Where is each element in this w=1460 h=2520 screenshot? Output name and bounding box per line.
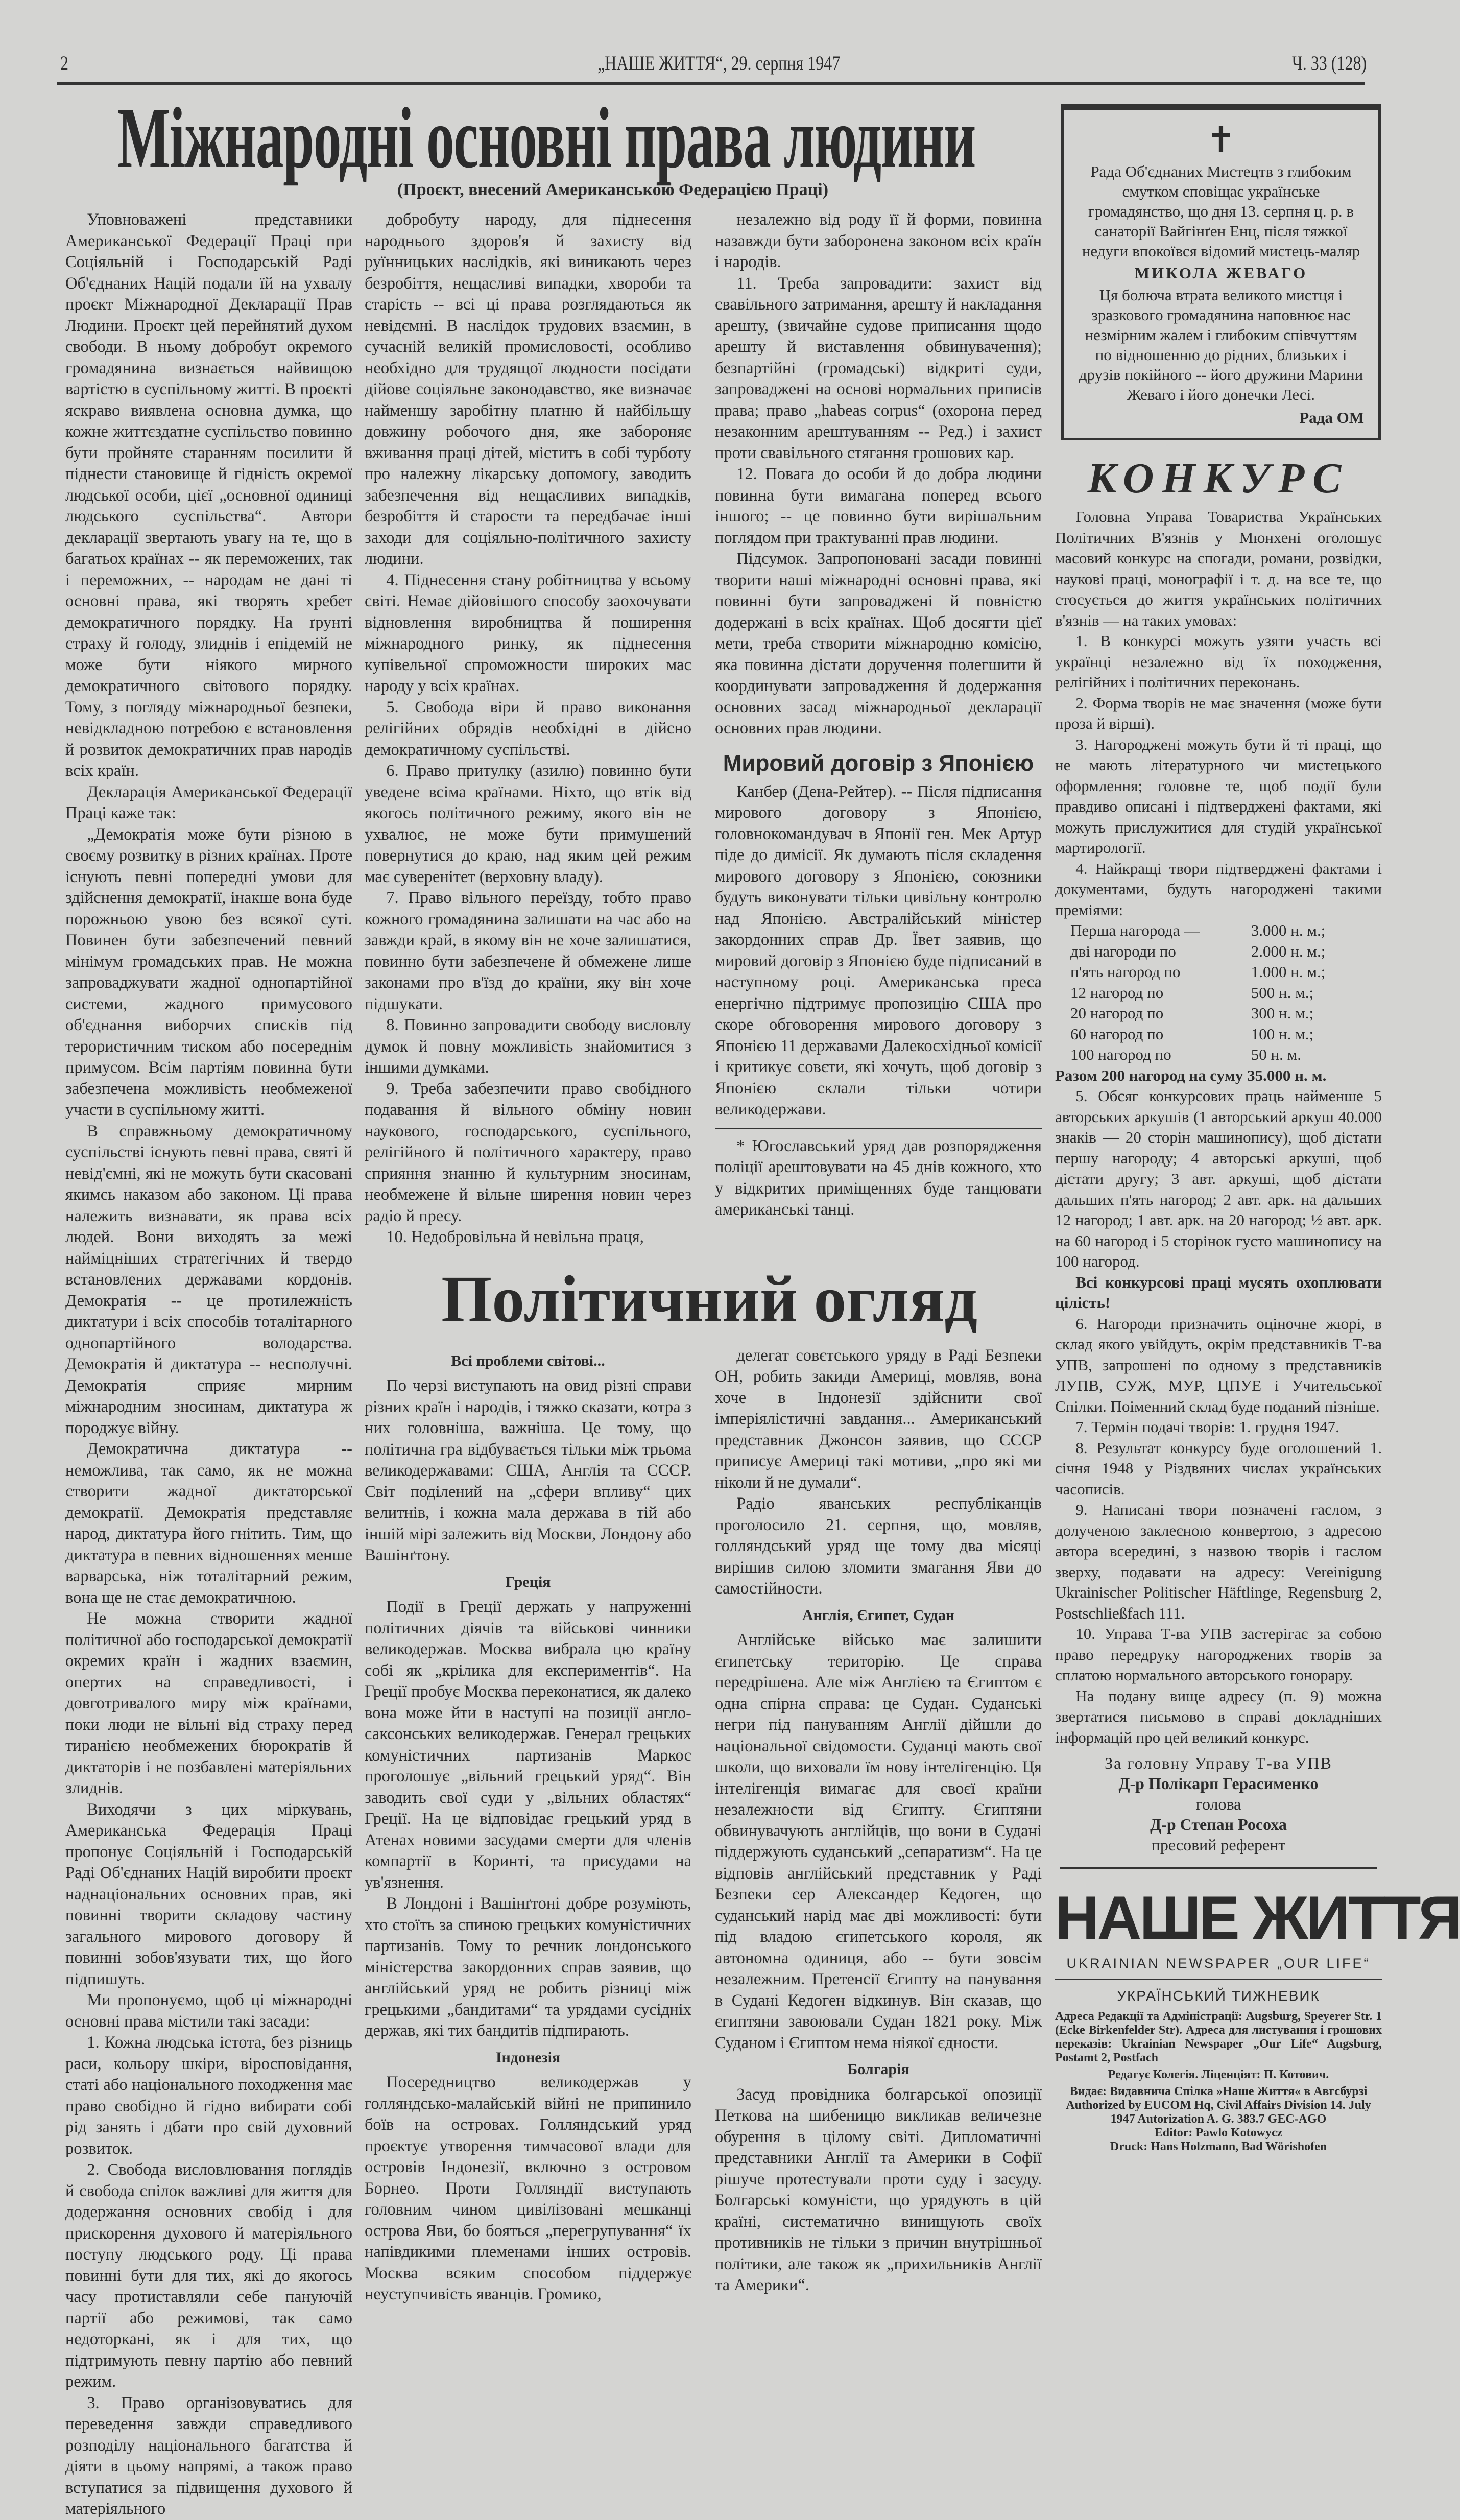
paragraph: 9. Написані твори позначені гаслом, з долученою заклеєною конвертою, з адресою автора всередині, з назвою творів і гаслом зверху, подавати на адресу: Vereinigung Ukrainischer Politischer Häftlinge, Regensburg 2, Postschließfach 111. (1055, 1501, 1382, 1622)
contest-column (1055, 507, 1382, 1855)
article-subtitle: (Проєкт, внесений Американською Федерацією Праці) (397, 180, 829, 199)
contest-item-5: 5. Обсяг конкурсових праць найменше 5 авторських аркушів (1 авторський аркуш 40.000 знаків — 20 сторін машинопису), щоб дістати першу нагороду; 4 авторські аркуші, щоб дістати другу; 3 авт. аркуші, щоб дістати дальших п'ять нагород; 2 авт. арк. на дальших 12 нагород; 1 авт. арк. на 20 нагород; ½ авт. арк. на 60 нагород і 5 сторінок густо машинопису на 100 нагород. (1055, 1087, 1382, 1270)
paragraph: 2. Форма творів не має значення (може бути проза й вірші). (1055, 694, 1382, 732)
prize-row (1070, 1024, 1382, 1045)
middle-area (365, 209, 1042, 2305)
paragraph: 12. Повага до особи й до добра людини повинна бути вимагана поперед всього іншого; -- це повинно бути вирішальним поглядом при трактуванні прав людини. (715, 465, 1042, 547)
paragraph: делегат совєтського уряду в Раді Безпеки ОН, робить закиди Америці, мовляв, вона хоче в Індонезії здійснити свої імперіялістичні завдання... Американський представник Джонсон заявив, що СССР приписує Америці такі мотиви, „про які ми ніколи й не думали“. (715, 1346, 1042, 1492)
sign-for: За головну Управу Т-ва УПВ (1105, 1754, 1332, 1772)
paragraph: 4. Піднесення стану робітництва у всьому світі. Немає дійовішого способу заохочувати відновлення виробництва й поширення міжнародного ринку, як піднесення купівельної спроможности широких мас народу у всіх країнах. (365, 570, 691, 695)
divider (1060, 1867, 1377, 1869)
divider (1055, 1979, 1382, 1980)
paragraph: Демократична диктатура -- неможлива, так само, як не можна створити жадної диктаторської демократії. Демократія представляє народ, диктатура його гнітить. Тим, що диктатура в певних відношеннях менше варварська, ніж тоталітарний режим, вона ще не стає демократичною. (65, 1440, 352, 1607)
paragraph: 3. Нагороджені можуть бути й ті праці, що не мають літературного чи мистецького оформлення; головне те, щоб події були правдиво описані і підтверджені фактами, які можуть прислужитися для студій української мартирології. (1055, 735, 1382, 857)
paragraph: 1. Кожна людська істота, без різниць раси, кольору шкіри, віросповідання, статі або національного походження має право свобідно й гідно вибирати собі рід занять і дбати про свій духовний розвиток. (65, 2033, 352, 2158)
paragraph: 6. Право притулку (азилю) повинно бути уведене всіма країнами. Ніхто, що втік від якогось політичного режиму, якого він не ухвалює, не може бути примушений повернутися до краю, над яким цей режим має суверенітет (верховну владу). (365, 762, 691, 886)
review-column-right (715, 1345, 1042, 2296)
paragraph: 8. Результат конкурсу буде оголошений 1. січня 1948 у Різдвяних числах українських часописів. (1055, 1438, 1382, 1498)
prize-row (1070, 962, 1382, 983)
contest-title: КОНКУРС (1087, 455, 1350, 502)
contest-items-2 (1055, 1314, 1382, 1748)
paragraph: 8. Повинно запровадити свободу висловлу думок й повну можливість знайомитися з іншими думками. (365, 1016, 691, 1077)
paragraph: Підсумок. Запропоновані засади повинні творити наші міжнародні основні права, які повинні бути запроваджені й повністю додержані в всіх країнах. Щоб досягти цієї мети, треба створити міжнародню комісію, яка повинна дістати доручення полегшити й координувати запровадження й додержання основних засад міжнародньої декларації основних прав людини. (715, 550, 1042, 738)
contest-intro: Головна Управа Товариства Українських Політичних В'язнів у Мюнхені оголошує масовий конкурс на спогади, романи, розвідки, наукові праці, монографії і т. д. на все те, що стосується до життя українських політичних в'язнів — на таких умовах: (1055, 508, 1382, 629)
printer: Druck: Hans Holzmann, Bad Wörishofen (1110, 2140, 1327, 2153)
sign-role-1: голова (1195, 1795, 1241, 1813)
paragraph: Виходячи з цих міркувань, Американська Федерація Праці пропонує Соціяльній і Господарській Раді Об'єднаних Націй виробити проєкт наднаціональних основних прав, які повинні творити складову частину загального мирового договору й повинні зобов'язувати тих, що його підпишуть. (65, 1800, 352, 1988)
paragraph: „Демократія може бути різною в своєму розвитку в різних країнах. Проте існують певні попередні умови для здійснення демократії, інакше вона буде порожньою увою без всякої суті. Повинен бути забезпечений певний мінімум громадських прав. Не можна запроваджувати жадної однопартійної системи, жадного примусового об'єднання виборчих списків під терористичним тиском або посереднім примусом. Всім партіям повинна бути забезпечена можливість необмеженої участи в суспільному житті. (65, 825, 352, 1119)
paragraph: незалежно від роду її й форми, повинна назавжди бути заборонена законом всіх країн і народів. (715, 210, 1042, 271)
divider (715, 1128, 1042, 1129)
article-column-3-text (715, 209, 1042, 740)
prize-total: Разом 200 нагород на суму 35.000 н. м. (1055, 1066, 1327, 1084)
article-column-2 (365, 209, 691, 1248)
obituary-signature: Рада ОМ (1299, 409, 1364, 426)
weekly-label: УКРАЇНСЬКИЙ ТИЖНЕВИК (1117, 1988, 1320, 2004)
editor: Editor: Pawlo Kotowycz (1154, 2126, 1283, 2139)
obituary-box (1061, 104, 1381, 440)
paragraph: 1. В конкурсі можуть узяти участь всі українці незалежно від їх походження, релігійних і політичних переконань. (1055, 632, 1382, 691)
paragraph: 10. Недобровільна й невільна праця, (386, 1228, 644, 1246)
obituary-name: МИКОЛА ЖЕВАГО (1134, 264, 1308, 282)
prize-label: 100 нагород по (1070, 1045, 1171, 1063)
publisher: Видає: Видавнича Спілка »Наше Життя« в Авгсбурзі (1069, 2085, 1368, 2098)
paragraph: 3. Право організовуватись для переведення завжди справедливого розподілу національного багатства й діяти в цьому напрямі, а також право вступатися за підвищення духового й матеріяльного (65, 2393, 352, 2518)
prize-label: 20 нагород по (1070, 1004, 1164, 1022)
paragraph: Посередництво великодержав у голляндсько-малайській війні не припинило боїв на островах. Голляндський уряд проєктує утворення тимчасової влади для островів Індонезії, включно з островом Борнео. Проти Голляндії виступають головним чином цивілізовані мешканці острова Яви, бо бояться „перегрупування“ їх напівдикими племенами інших островів. Москва всяким способом піддержує неуступчивість яванців. Громико, (365, 2073, 691, 2303)
masthead-logo: НАШЕ ЖИТТЯ (1055, 1884, 1460, 1952)
paragraph: Декларація Американської Федерації Праці каже так: (65, 782, 352, 822)
paragraph: Не можна створити жадної політичної або господарської демократії окремих країн і жадних взаємин, опертих на справедливості, і довготривалого миру між країнами, поки люди не вільні від страху перед тиранією необмежених бюрократів й диктаторів і не позбавлені матеріяльних злиднів. (65, 1609, 352, 1797)
sign-name-1: Д-р Полікарп Герасименко (1118, 1774, 1319, 1793)
prize-amount: 300 н. м.; (1251, 1004, 1314, 1022)
issue-number: Ч. 33 (128) (1292, 52, 1367, 75)
prize-label: п'ять нагород по (1070, 963, 1181, 981)
cross-icon: ✝ (1206, 121, 1236, 160)
article-continuation (365, 209, 1042, 1248)
paragraph: 11. Треба запровадити: захист від свавільного затримання, арешту й накладання арешту, (звичайне судове приписання щодо арешту й виставлення обвинувачення); безпартійні (громадські) відкриті суди, запроваджені на основі нормальних приписів права; право „habeas corpus“ (охорона перед незаконним арештуванням -- Ред.) і захист проти свавільного стягання грошових кар. (715, 274, 1042, 462)
prize-row (1070, 941, 1382, 962)
paragraph: Англійське військо має залишити єгипетську територію. Це справа передрішена. Але між Англією та Єгиптом є одна спірна справа: це Судан. Суданські негри під пануванням Англії дійшли до національної свідомости. Суданці мають свої школи, що виховали їм нову інтелігенцію. Ця інтелігенція вимагає для своєї країни незалежности від Єгипту. Єгиптяни обвинувачують англійців, що вони в Судані піддержують суданський „сепаратизм“. На це відповів англійський представник у Раді Безпеки сер Александер Кедоген, що суданський нарід має дві можливості: бути під владою єгипетського короля, як автономна одиниця, або -- бути зовсім незалежним. Претенсії Єгипту на панування в Судані Кедоген відкинув. Він сказав, що єгиптяни завоювали Судан 1821 року. Між Суданом і Єгиптом нема ніякої єдности. (715, 1631, 1042, 2052)
sign-name-2: Д-р Степан Росоха (1150, 1815, 1287, 1834)
prize-amount: 2.000 н. м.; (1251, 942, 1326, 960)
paragraph: В справжньому демократичному суспільстві існують певні права, святі й невід'ємні, які не можуть бути скасовані якимсь наказом або законом. Ці права належить визнавати, як права всіх людей. Вони виходять за межі найміцніших стратегічних й твердо встановлених державами кордонів. Демократія -- це протилежність диктатури і всіх способів тоталітарного однопартійного володарства. Демократія й диктатура -- несполучні. Демократія сприяє мирним міжнародним зносинам, диктатура ж породжує війну. (65, 1122, 352, 1437)
header-rule (57, 82, 1365, 85)
prize-label: дві нагороди по (1070, 942, 1176, 960)
paragraph: 4. Найкращі твори підтверджені фактами і документами, будуть нагороджені такими преміями: (1055, 859, 1382, 919)
prize-row (1070, 1044, 1382, 1065)
prize-row (1070, 1003, 1382, 1024)
japan-heading: Мировий договір з Японією (723, 750, 1034, 776)
prize-table (1055, 920, 1382, 1065)
paragraph: добробуту народу, для піднесення народнього здоров'я й захисту від руїнницьких наслідків, які виникають через безробіття, нещасливі випадки, хвороби та старість -- всі ці права розглядаються як невідємні. В наслідок трудових взаємин, в сучасній великій промисловості, особливо необхідно для трудящої людности посідати дійове соціяльне законодавство, яке визначає найменшу заробітну платню й найбільшу довжину робочого дня, яке забороняє вживання праці дітей, містить в собі турботу про належну лікарську допомогу, заводить забезпечення від нещасливих випадків, безробіття й старости та передбачає інші заходи для соціяльно-політичного захисту людини. (365, 210, 691, 568)
page-number: 2 (60, 52, 68, 75)
paragraph: 7. Право вільного переїзду, тобто право кожного громадянина залишати на час або на завжди край, в якому він не хоче залишатися, повинно бути забезпечене й обмежене лише законами про в'їзд до країни, яку він хоче підшукати. (365, 889, 691, 1013)
review-title: Політичний огляд (441, 1262, 977, 1336)
prize-row (1070, 983, 1382, 1004)
paragraph: Радіо яванських республіканців проголосило 21. серпня, що, мовляв, голляндський уряд ще тому два місяці вирішив силою зломити змагання Яви до самостійности. (715, 1494, 1042, 1598)
section-subheading: Всі проблеми світові... (451, 1352, 605, 1369)
section-subheading: Болгарія (847, 2061, 909, 2078)
prize-amount: 500 н. м.; (1251, 983, 1314, 1002)
contest-signature (1055, 1753, 1382, 1855)
review-column-left (365, 1345, 691, 2305)
right-column (1055, 104, 1460, 2154)
paragraph: 5. Свобода віри й право виконання релігійних обрядів необхідні в дійсно демократичному суспільстві. (365, 698, 691, 759)
paragraph: 9. Треба забезпечити право свобідного подавання й вільного обміну новин наукового, господарського, суспільного, релігійного й політичного характеру, право сприяння знанню й культурним зносинам, необмежене й вільне ширення новин через радіо й пресу. (365, 1079, 691, 1225)
paper-date: „НАШЕ ЖИТТЯ“, 29. серпня 1947 (597, 52, 841, 75)
section-subheading: Англія, Єгипет, Судан (802, 1606, 955, 1624)
paragraph: По черзі виступають на овид різні справи різних країн і народів, і тяжко сказати, котра з них головніша, важніша. Це тому, що політична гра відбувається тільки між трьома великодержавами: США, Англія та СССР. Світ поділений на „сфери впливу“ цих велитнів, і кожна мала держава в тій або іншій мірі залежить від Москви, Лондону або Вашінґтону. (365, 1376, 691, 1564)
prize-amount: 3.000 н. м.; (1251, 921, 1326, 939)
prize-label: 60 нагород по (1070, 1025, 1164, 1043)
paragraph: На подану вище адресу (п. 9) можна звертатися письмово в справі докладніших інформацій про цей великий конкурс. (1055, 1686, 1382, 1746)
prize-amount: 100 н. м.; (1251, 1025, 1314, 1043)
review-body (365, 1345, 1042, 2305)
address: Адреса Редакції та Адміністрації: Augsburg, Speyerer Str. 1 (Ecke Birkenfelder Str). Адреса для листування і грошових переказів: Ukrainian Newspaper „Our Life“ Augsburg, Postamt 2, Postfach (1055, 2010, 1382, 2064)
masthead (1055, 1884, 1460, 2154)
contest-items (1055, 631, 1382, 920)
section-subheading: Греція (505, 1573, 551, 1590)
paragraph: Події в Греції держать у напруженні політичних діячів та військові чинники великодержав. Москва вибрала цю країну собі як „крілика для експериментів“. На Греції пробує Москва переконатися, як далеко вона може йти в наступі на позиції англо-саксонських великодержав. Генерал грецьких комуністичних партизанів Маркос проголошує „вільний грецький уряд“. Він заводить свої суди у „вільних областях“ Греції. На це відповідає грецький уряд в Атенах новими засудами смерти для членів компартії в Коринті, та присудами на ув'язнення. (365, 1598, 691, 1892)
paragraph: 6. Нагороди призначить оціночне жюрі, в склад якого увійдуть, окрім представників Т-ва УПВ, запрошені по одному з представників ЛУПВ, СУЖ, МУР, ЦПУЕ і Учительської Спілки. Поіменний склад буде поданий пізніше. (1055, 1314, 1382, 1415)
prize-row (1070, 920, 1382, 941)
authorization: Authorized by EUCOM Hq, Civil Affairs Division 14. July 1947 Autorization A. G. 383.7 GEC-AGO (1066, 2099, 1371, 2126)
paragraph: 10. Управа Т-ва УПВ застерігає за собою право передруку нагороджених творів за сплатою нормального авторського гонорару. (1055, 1625, 1382, 1684)
prize-label: 12 нагород по (1070, 983, 1164, 1002)
article-title: Міжнародні основні права людини (117, 90, 975, 186)
paragraph: 2. Свобода висловлювання поглядів й свобода спілок важливі для життя для додержання основних свобід і для прискорення духового й матеріяльного поступу людського роду. Ці права повинні бути для тих, які до якогось часу протиставляли себе пануючій партії або режимові, так само недоторкані, як і для тих, що підтримують певну партію або певний режим. (65, 2160, 352, 2391)
paragraph: Уповноважені представники Американської Федерації Праці при Соціяльній і Господарській Раді Об'єднаних Націй подали їй на ухвалу проєкт Міжнародної Декларації Прав Людини. Проєкт цей перейнятий духом свободи. В ньому добробут окремого громадянина визнається найвищою вартістю в суспільному житті. В проєкті яскраво виявлена основна думка, що кожне життєздатне суспільство повинно бути пройняте старанням посилити й піднести становище й гідність окремої людської особи, цієї „основної одиниці людського суспільства“. Автори декларації звертають увагу на те, що в багатьох країнах -- як переможених, так і переможних, -- народам не дані ті основні права, які творять хребет демократичного порядку. На ґрунті страху й голоду, злиднів і епідемій не може бути ніякого мирного демократичного світового порядку. Тому, з погляду міжнародньої безпеки, невідкладною потребою є встановлення й розвиток демократичних прав народів всіх країн. (65, 210, 352, 780)
paragraph: Ми пропонуємо, щоб ці міжнародні основні права містили такі засади: (65, 1991, 352, 2031)
prize-amount: 50 н. м. (1251, 1045, 1302, 1063)
review-title-area (441, 1264, 977, 1335)
article-column-3 (715, 209, 1042, 1221)
obituary-text-2: Ця болюча втрата великого мистця і зразкового громадянина наповнює нас незмірним жалем і глибоким співчуттям по відношенню до рідних, близьких і друзів покійного -- його дружини Марини Жеваго і його донечки Лесі. (1079, 286, 1363, 403)
masthead-subtitle: UKRAINIAN NEWSPAPER „OUR LIFE“ (1066, 1956, 1371, 1971)
sign-role-2: пресовий референт (1151, 1836, 1286, 1854)
section-subheading: Індонезія (495, 2049, 561, 2066)
paragraph: 7. Термін подачі творів: 1. грудня 1947. (1075, 1418, 1339, 1436)
paragraph: Засуд провідника болгарської опозиції Петкова на шибеницю викликав величезне обурення в цілому світі. Дипломатичні представники Англії та Америки в Софії рішуче протестували проти суду і засуду. Болгарські комуністи, що урядують в цій країні, систематично винищують своїх противників не тільки з причин внутрішньої політики, але також як „прихильників Англії та Америки“. (715, 2085, 1042, 2294)
prize-label: Перша нагорода — (1070, 921, 1200, 939)
obituary-text: Рада Об'єднаних Мистецтв з глибоким смутком сповіщає українське громадянство, що дня 13. серпня ц. р. в санаторії Вайгінґен Енц, після тяжкої недуги впокоївся відомий мистець-маляр (1082, 162, 1360, 260)
article-column-1 (65, 209, 352, 2520)
footnote: * Югославський уряд дав розпорядження поліції арештовувати на 45 днів кожного, хто у відкритих приміщеннях буде танцювати американські танці. (715, 1136, 1042, 1219)
paragraph: В Лондоні і Вашінґтоні добре розуміють, хто стоїть за спиною грецьких комуністичних партизанів. Тому то речник лондонського міністерства закордонних справ заявив, що англійський уряд не робить різниці між грецькими „бандитами“ та урядами сусідніх держав, які тих бандитів підпирають. (365, 1894, 691, 2040)
contest-note: Всі конкурсові праці мусять охоплювати цілість! (1055, 1273, 1382, 1312)
japan-text: Канбер (Дена-Рейтер). -- Після підписання мирового договору з Японією, головнокомандувач в Японії ген. Мек Артур піде до димісії. Як думають після складення мирового договору з Японією, союзники будуть виконувати тільки цивільну контролю над Японією. Австралійський міністер закордонних справ Др. Ївет заявив, що мировий договір з Японією буде підписаний в наступному році. Американська преса енергічно підтримує пропозицію США про скоре обговорення мирового договору з Японією 11 державами Далекосхідньої комісії і критикує совєти, які хочуть, щоб договір з Японією склали тільки чотири великодержави. (715, 782, 1042, 1119)
prize-amount: 1.000 н. м.; (1251, 963, 1326, 981)
article-title-area (117, 90, 975, 186)
editors: Редагує Колегія. Ліценціят: П. Котович. (1108, 2068, 1329, 2081)
